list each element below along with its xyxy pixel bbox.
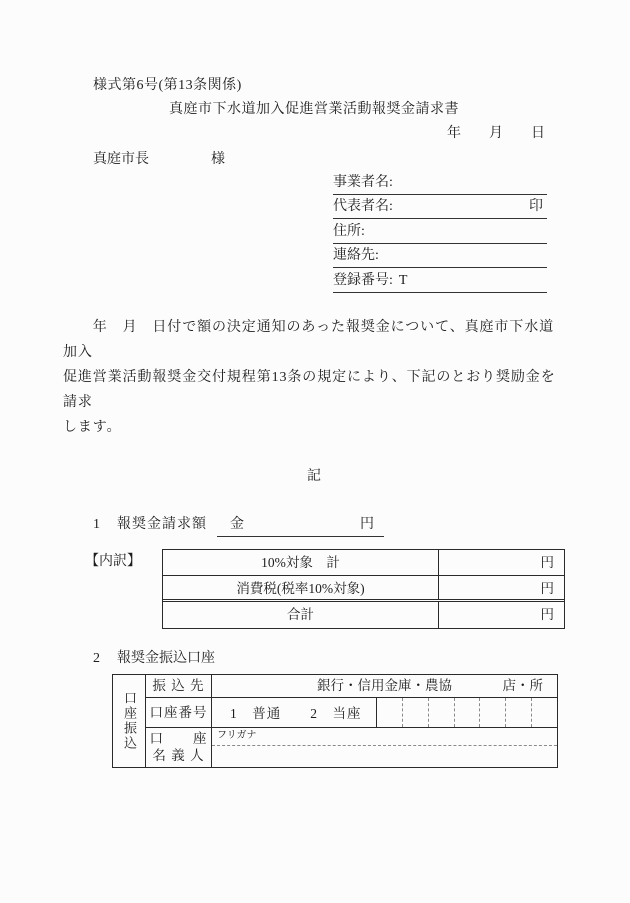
amount-prefix: 金 — [230, 516, 244, 532]
business-name-field — [333, 170, 547, 195]
breakdown-item-tax: 消費税(税率10%対象) — [163, 576, 439, 599]
account-holder-blank — [212, 746, 557, 767]
breakdown-label: 【内訳】 — [85, 553, 141, 569]
contact-label: 連絡先: — [333, 248, 379, 263]
breakdown-item-10pct: 10%対象 計 — [163, 550, 439, 575]
digit-box — [505, 698, 531, 727]
contact-field — [333, 244, 547, 269]
registration-number-prefix: T — [398, 272, 408, 288]
business-name-label: 事業者名: — [333, 174, 393, 190]
paragraph-line: します。 — [63, 419, 122, 435]
account-holder-cell — [212, 728, 557, 767]
account-number-label-text: 口座番号 — [149, 704, 208, 720]
table-row — [163, 576, 564, 602]
date-line: 年 月 日 — [447, 126, 545, 141]
section1-heading — [93, 513, 565, 537]
digit-box — [454, 698, 480, 727]
registration-number-label: 登録番号: — [333, 272, 393, 288]
section2-number: 2 — [93, 650, 100, 666]
representative-name-label: 代表者名: — [333, 199, 393, 214]
claim-amount-blank — [217, 513, 384, 537]
registration-number-field — [333, 268, 547, 293]
breakdown-section — [85, 549, 565, 629]
bank-type-options: 銀行・信用金庫・農協 — [317, 677, 452, 693]
record-marker: 記 — [307, 468, 321, 484]
breakdown-unit: 円 — [540, 554, 554, 570]
body-paragraph — [63, 315, 565, 440]
branch-type-options: 店・所 — [502, 677, 543, 693]
breakdown-unit: 円 — [540, 606, 554, 622]
addressee-honorific: 様 — [211, 152, 225, 167]
account-number-digit-boxes — [376, 698, 557, 727]
transfer-destination-row — [146, 675, 557, 698]
account-type-options: 1 普通 2 当座 — [230, 706, 362, 721]
account-table-main — [146, 675, 557, 767]
digit-box — [377, 698, 402, 727]
paragraph-line: 促進営業活動報奨金交付規程第13条の規定により、下記のとおり奨励金を請求 — [63, 369, 556, 410]
account-holder-label — [146, 728, 212, 767]
table-row — [163, 602, 564, 628]
account-transfer-side-label: 口座振込 — [122, 690, 137, 751]
account-number-cell — [212, 698, 557, 727]
addressee-line — [93, 150, 565, 170]
account-number-label — [146, 698, 212, 727]
digit-box — [531, 698, 557, 727]
account-number-row — [146, 698, 557, 728]
table-row — [163, 550, 564, 576]
breakdown-table — [162, 549, 565, 629]
section1-number: 1 — [93, 516, 100, 532]
account-holder-row — [146, 728, 557, 767]
breakdown-unit: 円 — [540, 580, 554, 596]
account-holder-label-line1: 口 座 — [149, 731, 208, 746]
amount-unit: 円 — [360, 516, 374, 532]
form-number: 様式第6号(第13条関係) — [93, 78, 242, 93]
seal-mark: 印 — [529, 199, 543, 214]
section1-title: 報奨金請求額 — [117, 516, 207, 532]
digit-box — [402, 698, 428, 727]
account-holder-label-line2: 名 義 人 — [152, 748, 205, 763]
account-transfer-side-label-cell — [113, 675, 146, 767]
paragraph-line: 年 月 日付で額の決定通知のあった報奨金について、真庭市下水道加入 — [63, 319, 554, 360]
section2-title: 報奨金振込口座 — [117, 650, 215, 666]
addressee-name: 真庭市長 — [93, 152, 149, 167]
applicant-fields — [333, 170, 547, 293]
transfer-destination-label — [146, 675, 212, 697]
bank-account-table — [112, 674, 558, 768]
section2-heading — [93, 649, 565, 669]
bank-name-cell — [212, 675, 557, 697]
address-field — [333, 219, 547, 244]
digit-box — [479, 698, 505, 727]
page-title: 真庭市下水道加入促進営業活動報奨金請求書 — [169, 102, 459, 117]
address-label: 住所: — [333, 223, 365, 239]
furigana-label: フリガナ — [212, 728, 557, 746]
transfer-destination-label-text: 振 込 先 — [152, 678, 205, 693]
breakdown-item-total: 合計 — [163, 602, 439, 628]
representative-name-field — [333, 195, 547, 220]
digit-box — [428, 698, 454, 727]
